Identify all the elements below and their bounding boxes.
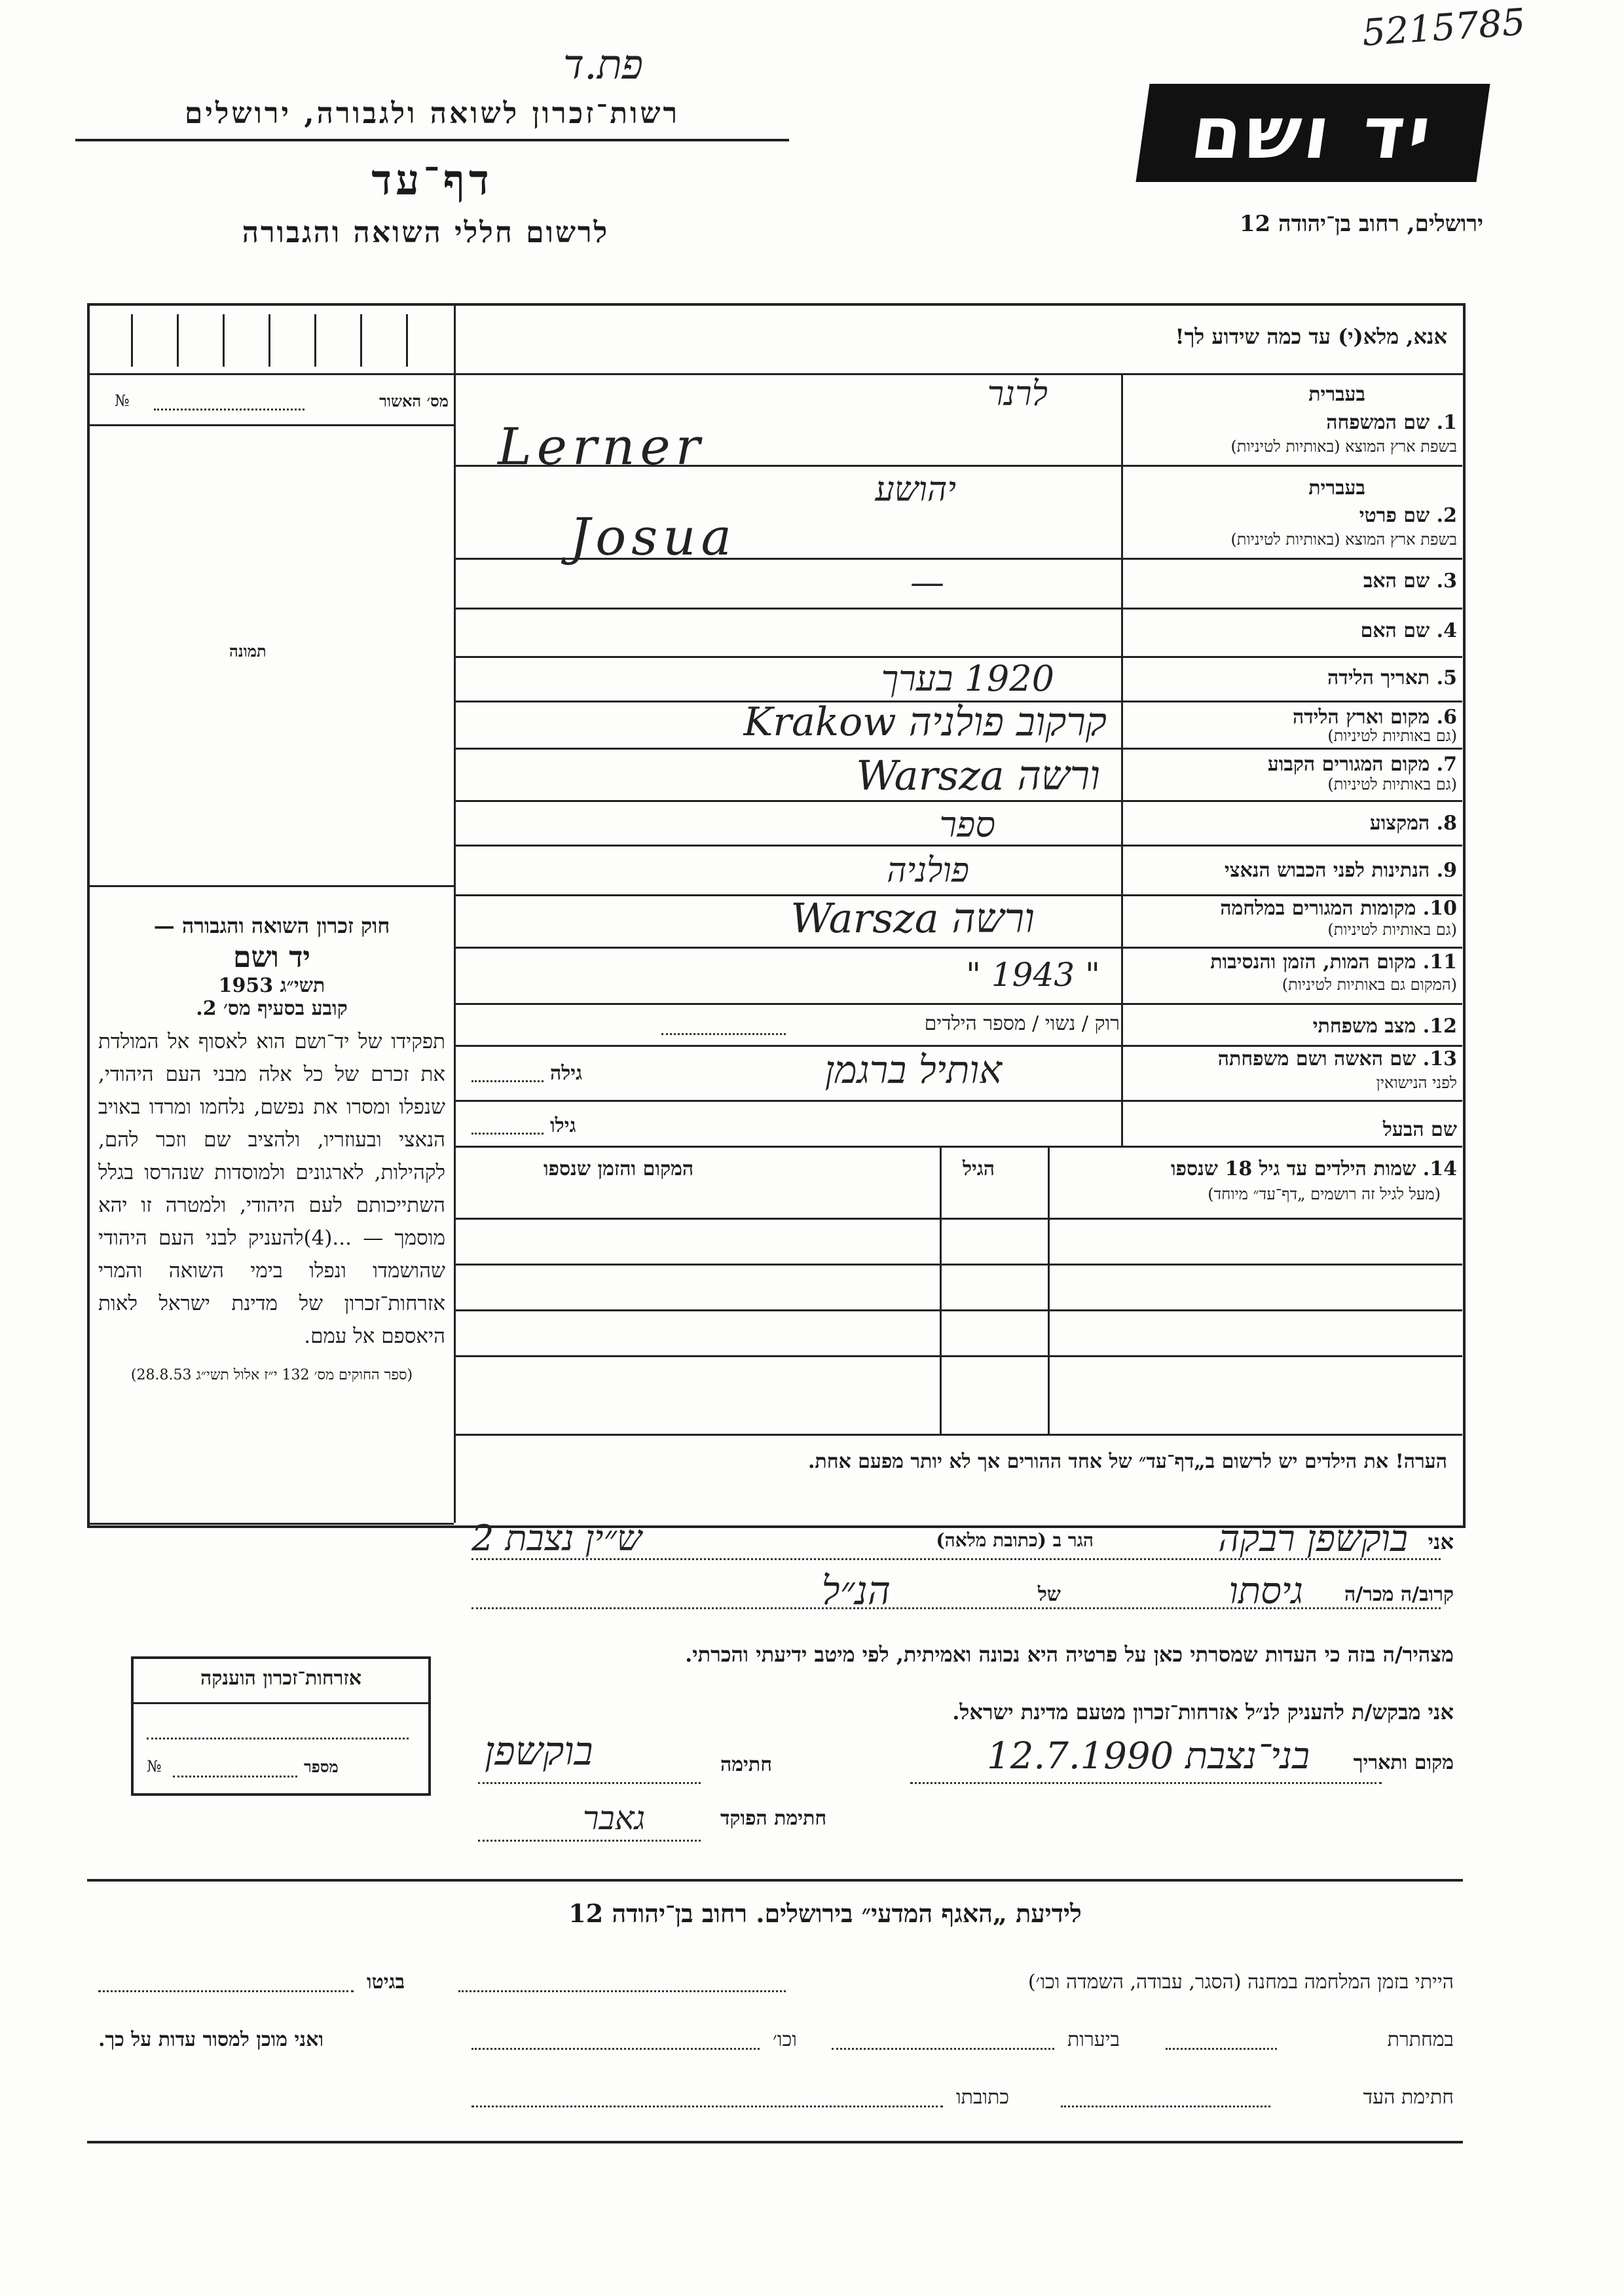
field-2-label: 2. שם פרטי — [1359, 504, 1457, 527]
field-5-value[interactable]: 1920 בערך — [881, 658, 1054, 699]
field-13-label: 13. שם האשה ושם משפחתה — [1217, 1048, 1457, 1070]
place-time-column-header: המקום והזמן שנספו — [544, 1157, 694, 1180]
age-column-header: הגיל — [963, 1157, 995, 1180]
law-name: יד ושם — [233, 941, 310, 974]
place-date-label: מקום ותאריך — [1353, 1751, 1454, 1774]
field-3-value[interactable]: — — [910, 563, 944, 602]
field-6-label: 6. מקום וארץ הלידה — [1292, 706, 1457, 729]
field-6-sub: (גם באותיות לטיניות) — [1327, 727, 1457, 745]
form-subtitle: לרשום חללי השואה והגבורה — [242, 216, 610, 249]
field-5-label: 5. תאריך הלידה — [1327, 666, 1457, 689]
field-1-label: 1. שם המשפחה — [1326, 411, 1457, 434]
approval-no-suffix: № — [115, 392, 130, 410]
label-column-divider — [1121, 373, 1123, 1146]
children-sub: (מעל לגיל זה רושמים „דף־עד״ מיוחד) — [1208, 1185, 1441, 1203]
field-9-value[interactable]: פולניה — [887, 851, 969, 890]
citizenship-no-mark: № — [147, 1757, 162, 1776]
field-13-sub: לפני הנישואין — [1376, 1074, 1457, 1092]
organization-line: רשות־זכרון לשואה ולגבורה, ירושלים — [184, 97, 680, 130]
husband-name-label: שם הבעל — [1382, 1118, 1457, 1141]
field-11-sub: (המקום גם באותיות לטיניות) — [1282, 975, 1457, 994]
signature-label: חתימה — [720, 1753, 772, 1776]
officer-signature-label: חתימת הפוקד — [720, 1807, 827, 1830]
field-10-sub: (גם באותיות לטיניות) — [1327, 920, 1457, 939]
field-7-label: 7. מקום המגורים הקבוע — [1267, 753, 1457, 776]
relation-value[interactable]: גיסתו — [1228, 1570, 1303, 1613]
citizenship-box — [131, 1656, 431, 1796]
form-intro: אנא, מלא(י) עד כמה שידוע לך! — [1175, 324, 1447, 349]
field-3-label: 3. שם האב — [1363, 570, 1457, 592]
place-date-value[interactable]: בני־נצבת 12.7.1990 — [987, 1735, 1310, 1777]
field-2-sub: בשפת ארץ המוצא (באותיות לטיניות) — [1230, 530, 1457, 549]
field-13-value[interactable]: אותיל ברגמן — [824, 1048, 1002, 1092]
field-2-latin-value[interactable]: Josua — [570, 508, 737, 567]
declarant-name[interactable]: בוקשפן רבקה — [1218, 1518, 1408, 1560]
declaration-i-label: אני — [1428, 1529, 1454, 1554]
law-year: 1953 — [218, 974, 274, 997]
field-2-hebrew-value[interactable]: יהושע — [875, 470, 956, 509]
photo-label: תמונה — [229, 642, 267, 661]
children-header: 14. שמות הילדים עד גיל 18 שנספו — [1170, 1157, 1457, 1180]
approval-boxes — [98, 314, 445, 370]
field-1-latin-value[interactable]: Lerner — [498, 418, 705, 477]
field-12-label: 12. מצב משפחתי — [1312, 1015, 1457, 1038]
husband-age-label: גילו — [550, 1114, 576, 1137]
declaration-statement: מצהיר/ה בזה כי העדות שמסרתי כאן על פרטיה היא נכונה ואמיתית, לפי מיטב ידיעתי והכרתי. — [685, 1642, 1454, 1667]
field-1-hebrew-value[interactable]: לרנר — [987, 374, 1048, 414]
field-11-label: 11. מקום המות, הזמן והנסיבות — [1210, 951, 1457, 974]
marital-status-options[interactable]: רוק / נשוי / מספר הילדים — [924, 1012, 1120, 1035]
law-box — [98, 913, 445, 1385]
address: ירושלים, רחוב בן־יהודה 12 — [1239, 211, 1483, 237]
footer-line1-a: הייתי בזמן המלחמה במחנה (הסגר, עבודה, השמדה וכו׳) — [1027, 1971, 1454, 1994]
children-note: הערה! את הילדים יש לרשום ב„דף־עד״ של אחד ההורים אך לא יותר מפעם אחת. — [807, 1450, 1447, 1473]
field-8-value[interactable]: ספר — [939, 804, 995, 845]
header-rule — [75, 139, 789, 141]
field-10-label: 10. מקומות המגורים במלחמה — [1220, 897, 1457, 920]
footer-line1-b: בגיטו — [367, 1971, 405, 1994]
declarant-address[interactable]: ש״ין נצבת 2 — [471, 1518, 642, 1559]
handwritten-mark: פת.ד — [563, 41, 644, 88]
footer-line2-a: במחתרת — [1387, 2028, 1454, 2051]
left-column-divider — [454, 303, 456, 1523]
officer-signature-value[interactable]: גאבר — [583, 1799, 646, 1837]
field-11-value[interactable]: " 1943 " — [965, 956, 1100, 994]
of-label: של — [1037, 1583, 1061, 1606]
declaration-request: אני מבקש/ת להעניק לנ״ל אזרחות־זכרון מטעם מדינת ישראל. — [952, 1700, 1454, 1724]
of-value[interactable]: הנ״ל — [821, 1568, 891, 1614]
footer-line2-d: ואני מוכן למסור עדות על כך. — [98, 2028, 324, 2051]
approval-no-label: מס׳ האשור — [379, 392, 449, 410]
yad-vashem-logo: יד ושם — [1135, 84, 1490, 182]
footer-line2-c: וכו׳ — [773, 2028, 797, 2051]
signature-value[interactable]: בוקשפן — [485, 1728, 593, 1774]
law-body: תפקידו של יד־ושם הוא לאסוף אל המולדת את זכרם של כל אלה מבני העם היהודי, שנפלו ומסרו את נפשם, נלחמו ומרדו באויב הנאצי ובעוזריו, ולהציב שם וזכר להם, לקהילות, לארגונים ולמוסדות שנהרסו בגלל השתייכותם לעם היהודי, ולמטרה זו יהא מוסמך — ...(4)להעניק לבני העם היהודי שהושמדו ונפלו בימי השואה והמרי אזרחות־זכרון של מדינת ישראל לאות היאספם אל עמם. — [98, 1030, 445, 1348]
relation-label: קרוב/ה מכר/ה — [1344, 1583, 1454, 1606]
field-6-value[interactable]: קרקוב פולניה Krakow — [743, 699, 1107, 745]
field-8-label: 8. המקצוע — [1369, 812, 1457, 835]
footer-line3-a: חתימת העד — [1363, 2086, 1454, 2109]
form-title: דף־עד — [371, 156, 493, 205]
reference-number: 5215785 — [1361, 1, 1527, 55]
law-source: (ספר החוקים מס׳ 132 י״ז אלול תשי״ג 28.8.53) — [130, 1367, 413, 1383]
citizenship-number-label: מספר — [304, 1757, 339, 1776]
field-7-value[interactable]: ורשה Warsza — [856, 752, 1100, 799]
in-hebrew-label-1: בעברית — [1308, 383, 1365, 406]
citizenship-title: אזרחות־זכרון הוענקה — [200, 1667, 362, 1690]
law-title: חוק זכרון השואה והגבורה — — [153, 913, 390, 938]
law-section: קובע בסעיף מס׳ 2. — [196, 997, 348, 1020]
field-1-sub: בשפת ארץ המוצא (באותיות לטיניות) — [1230, 437, 1457, 456]
field-4-label: 4. שם האם — [1360, 619, 1457, 642]
in-hebrew-label-2: בעברית — [1308, 477, 1365, 500]
footer-title: לידיעת „האגף המדעי״ בירושלים. רחוב בן־יהודה 12 — [568, 1899, 1082, 1928]
footer-line3-b: כתובתו — [956, 2086, 1010, 2109]
law-year-hebrew: תשי״ג — [280, 974, 325, 997]
field-7-sub: (גם באותיות לטיניות) — [1327, 775, 1457, 793]
wife-age-label: גילה — [550, 1062, 583, 1085]
footer-line2-b: ביערות — [1067, 2028, 1120, 2051]
field-10-value[interactable]: ורשה Warsza — [790, 894, 1035, 942]
address-label: הגר ב (כתובת מלאה) — [936, 1529, 1094, 1551]
field-9-label: 9. הנתינות לפני הכבוש הנאצי — [1224, 859, 1457, 882]
